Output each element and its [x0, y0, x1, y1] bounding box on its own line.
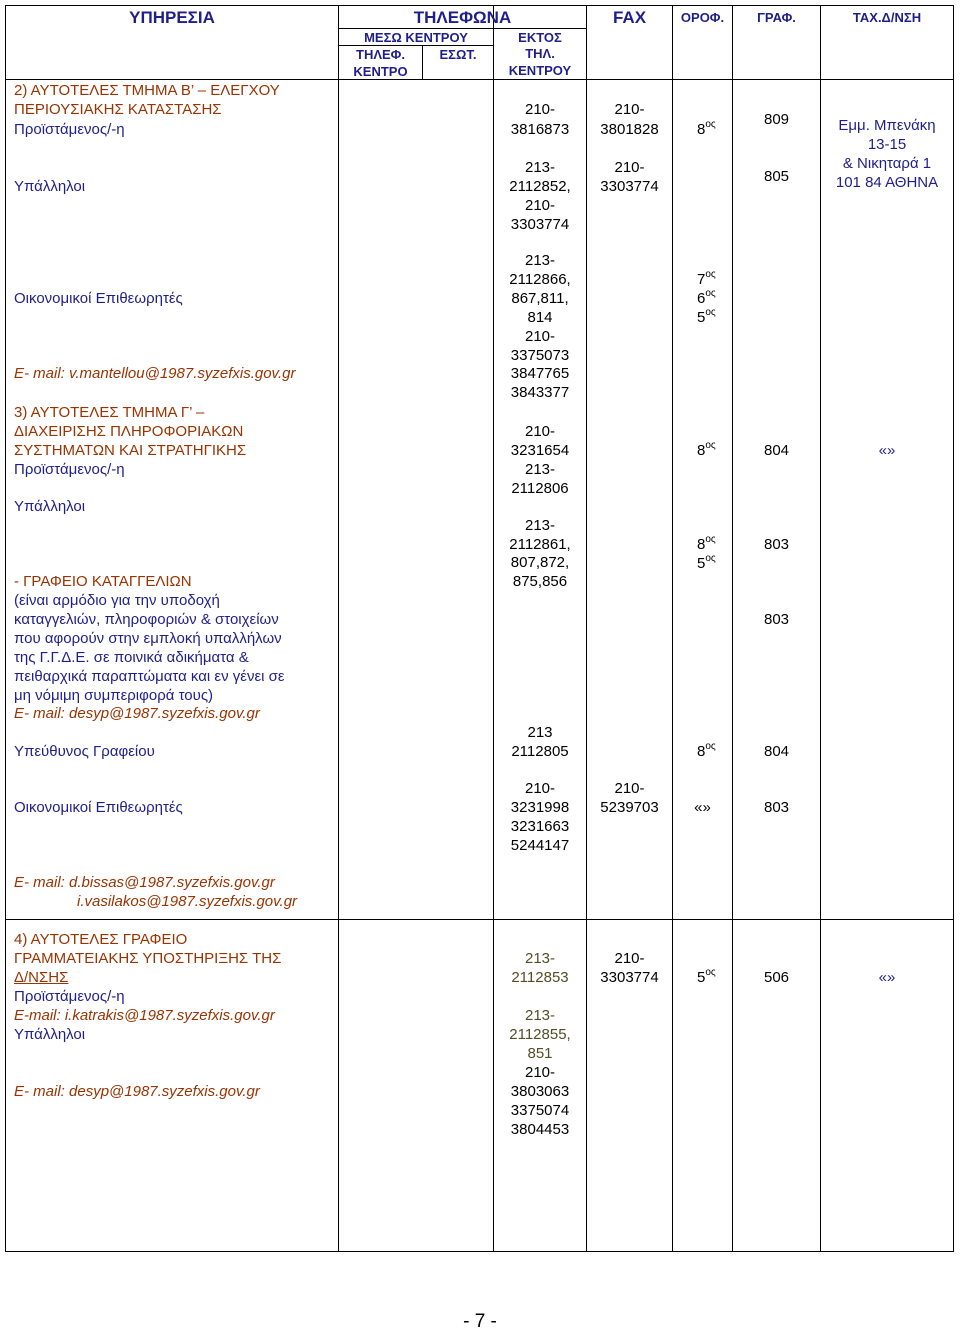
section-3-head-address: «»	[878, 442, 896, 459]
header-office: ΓΡΑΦ.	[757, 10, 796, 25]
section-4-head: Προϊστάμενος/-η	[14, 988, 125, 1005]
office-head-office: 804	[763, 743, 790, 760]
section-2-floor: $8^{o\varsigma}$	[697, 119, 716, 138]
section-3-head-ext: 213-	[524, 461, 556, 478]
section-4-staff-ext: 851	[527, 1045, 553, 1062]
section-2-fax: 3801828	[600, 121, 659, 138]
section-4-staff-email-link[interactable]: E- mail: desyp@1987.syzefxis.gov.gr	[14, 1083, 260, 1100]
header-via-center: ΜΕΣΩ ΚΕΝΤΡΟΥ	[364, 30, 468, 45]
section-3-insp-office: 803	[763, 799, 790, 816]
header-postal: ΤΑΧ.Δ/ΝΣΗ	[852, 10, 922, 25]
header-internal: ΕΣΩΤ.	[439, 47, 477, 62]
section-3-email-link-2[interactable]: i.vasilakos@1987.syzefxis.gov.gr	[77, 893, 298, 910]
section-3-insp-ext: 3231998	[510, 799, 570, 816]
section-3-title-3: ΣΥΣΤΗΜΑΤΩΝ ΚΑΙ ΣΤΡΑΤΗΓΙΚΗΣ	[14, 442, 247, 459]
section-4-staff-ext: 3803063	[510, 1083, 570, 1100]
complaints-email-link[interactable]: E- mail: desyp@1987.syzefxis.gov.gr	[14, 705, 260, 722]
header-phones: ΤΗΛΕΦΩΝΑ	[413, 8, 512, 27]
section-2-insp-ext: 2112866,	[509, 271, 571, 288]
section-4-title-3: Δ/ΝΣΗΣ	[14, 969, 69, 986]
section-3-staff: Υπάλληλοι	[14, 498, 86, 515]
section-2-inspectors: Οικονομικοί Επιθεωρητές	[14, 290, 183, 307]
section-4-staff-ext: 213-	[524, 1007, 556, 1024]
section-2-insp-ext: 867,811,	[511, 290, 569, 307]
section-2-office: 805	[763, 168, 790, 185]
section-2-staff-ext: 2112852,	[509, 178, 571, 195]
complaints-desc: καταγγελιών, πληροφοριών & στοιχείων	[14, 611, 279, 628]
section-3-staff-ext: 807,872,	[510, 554, 570, 571]
section-3-head: Προϊστάμενος/-η	[14, 461, 125, 478]
section-2-fax: 210-	[614, 101, 645, 118]
section-2-address: 13-15	[867, 136, 907, 153]
section-2-head-ext: 210-	[524, 101, 556, 118]
section-3-title-1: 3) ΑΥΤΟΤΕΛΕΣ ΤΜΗΜΑ Γ’ –	[14, 404, 205, 421]
section-4-head-ext: 2112853	[511, 969, 569, 986]
section-4-office: 506	[763, 969, 790, 986]
section-2-title-2: ΠΕΡΙΟΥΣΙΑΚΗΣ ΚΑΤΑΣΤΑΣΗΣ	[14, 101, 222, 118]
section-3-insp-fax: 210-	[614, 780, 645, 797]
section-2-address: 101 84 ΑΘΗΝΑ	[835, 174, 939, 191]
section-4-floor: $5^{o\varsigma}$	[697, 967, 716, 986]
section-4-address: «»	[878, 969, 896, 986]
section-3-email-link-1[interactable]: E- mail: d.bissas@1987.syzefxis.gov.gr	[14, 874, 275, 891]
section-4-fax: 210-	[614, 950, 645, 967]
section-2-fax: 210-	[614, 159, 645, 176]
section-4-head-email-link[interactable]: E-mail: i.katrakis@1987.syzefxis.gov.gr	[14, 1007, 275, 1024]
section-4-fax: 3303774	[600, 969, 659, 986]
section-2-staff-ext: 3303774	[510, 216, 570, 233]
section-3-staff-floor: $8^{o\varsigma}$	[697, 534, 716, 553]
header-floor: ΟΡΟΦ.	[680, 10, 725, 25]
section-2-insp-ext: 213-	[524, 252, 556, 269]
section-3-insp-ext: 5244147	[510, 837, 570, 854]
section-4-staff-ext: 2112855,	[509, 1026, 571, 1043]
section-3-head-office: 804	[763, 442, 790, 459]
section-2-title-1: 2) ΑΥΤΟΤΕΛΕΣ ΤΜΗΜΑ Β’ – ΕΛΕΓΧΟΥ	[14, 82, 280, 99]
complaints-office: 803	[763, 611, 790, 628]
section-3-insp-floor: «»	[694, 799, 711, 816]
section-2-insp-floor: $7^{o\varsigma}$	[697, 269, 716, 288]
section-2-insp-ext: 814	[527, 309, 553, 326]
section-3-head-ext: 210-	[524, 423, 556, 440]
section-3-staff-ext: 213-	[524, 517, 556, 534]
header-fax: FAX	[612, 8, 647, 27]
section-2-staff: Υπάλληλοι	[14, 178, 86, 195]
section-2-insp-ext: 3843377	[510, 384, 570, 401]
complaints-desc: της Γ.Γ.Δ.Ε. σε ποινικά αδικήματα &	[14, 649, 249, 666]
section-2-staff-ext: 213-	[524, 159, 556, 176]
section-2-insp-floor: $6^{o\varsigma}$	[697, 288, 716, 307]
section-3-title-2: ΔΙΑΧΕΙΡΙΣΗΣ ΠΛΗΡΟΦΟΡΙΑΚΩΝ	[14, 423, 244, 440]
section-3-staff-ext: 2112861,	[509, 536, 571, 553]
section-2-office: 809	[763, 111, 790, 128]
section-3-insp-fax: 5239703	[600, 799, 659, 816]
office-head-ext: 213	[527, 724, 553, 741]
complaints-desc: (είναι αρμόδιο για την υποδοχή	[14, 592, 220, 609]
office-head: Υπεύθυνος Γραφείου	[14, 743, 155, 760]
complaints-title: - ΓΡΑΦΕΙΟ ΚΑΤΑΓΓΕΛΙΩΝ	[14, 573, 192, 590]
section-2-head-ext: 3816873	[510, 121, 570, 138]
section-2-insp-ext: 3847765	[510, 365, 570, 382]
section-2-email-link[interactable]: E- mail: v.mantellou@1987.syzefxis.gov.gr	[14, 365, 296, 382]
header-service: ΥΠΗΡΕΣΙΑ	[129, 8, 215, 27]
section-3-head-floor: $8^{o\varsigma}$	[697, 440, 716, 459]
section-3-staff-ext: 875,856	[512, 573, 568, 590]
section-2-insp-ext: 3375073	[510, 347, 570, 364]
section-3-inspectors: Οικονομικοί Επιθεωρητές	[14, 799, 183, 816]
section-4-title-2: ΓΡΑΜΜΑΤΕΙΑΚΗΣ ΥΠΟΣΤΗΡΙΞΗΣ ΤΗΣ	[14, 950, 282, 967]
section-3-head-ext: 3231654	[510, 442, 570, 459]
section-3-staff-floor: $5^{o\varsigma}$	[697, 553, 716, 572]
office-head-ext: 2112805	[511, 743, 569, 760]
section-2-address: & Νικηταρά 1	[842, 155, 932, 172]
section-3-insp-ext: 210-	[524, 780, 556, 797]
section-3-head-ext: 2112806	[511, 480, 569, 497]
section-3-insp-ext: 3231663	[510, 818, 570, 835]
complaints-desc: που αφορούν στην εμπλοκή υπαλλήλων	[14, 630, 282, 647]
complaints-desc: μη νόμιμη συμπεριφορά τους)	[14, 687, 214, 704]
header-outside-1: ΕΚΤΟΣ	[518, 30, 562, 45]
page-number: - 7 -	[463, 1311, 497, 1332]
header-outside-3: ΚΕΝΤΡΟΥ	[508, 63, 572, 78]
section-2-head: Προϊστάμενος/-η	[14, 121, 125, 138]
section-2-insp-floor: $5^{o\varsigma}$	[697, 307, 716, 326]
section-4-staff-ext: 3375074	[510, 1102, 570, 1119]
office-head-floor: $8^{o\varsigma}$	[697, 741, 716, 760]
section-2-fax: 3303774	[600, 178, 659, 195]
section-4-title-1: 4) ΑΥΤΟΤΕΛΕΣ ΓΡΑΦΕΙΟ	[14, 931, 188, 948]
section-4-staff-ext: 3804453	[510, 1121, 570, 1138]
section-4-staff-ext: 210-	[524, 1064, 556, 1081]
header-outside-2: ΤΗΛ.	[525, 46, 555, 61]
complaints-desc: πειθαρχικά παραπτώματα και εν γένει σε	[14, 668, 285, 685]
header-center-phone-1: ΤΗΛΕΦ.	[356, 47, 405, 62]
section-2-address: Εμμ. Μπενάκη	[838, 117, 936, 134]
section-2-staff-ext: 210-	[524, 197, 556, 214]
section-4-staff: Υπάλληλοι	[14, 1026, 86, 1043]
section-4-head-ext: 213-	[524, 950, 556, 967]
header-center-phone-2: ΚΕΝΤΡΟ	[353, 64, 408, 79]
section-3-staff-office: 803	[763, 536, 790, 553]
section-2-insp-ext: 210-	[524, 328, 556, 345]
